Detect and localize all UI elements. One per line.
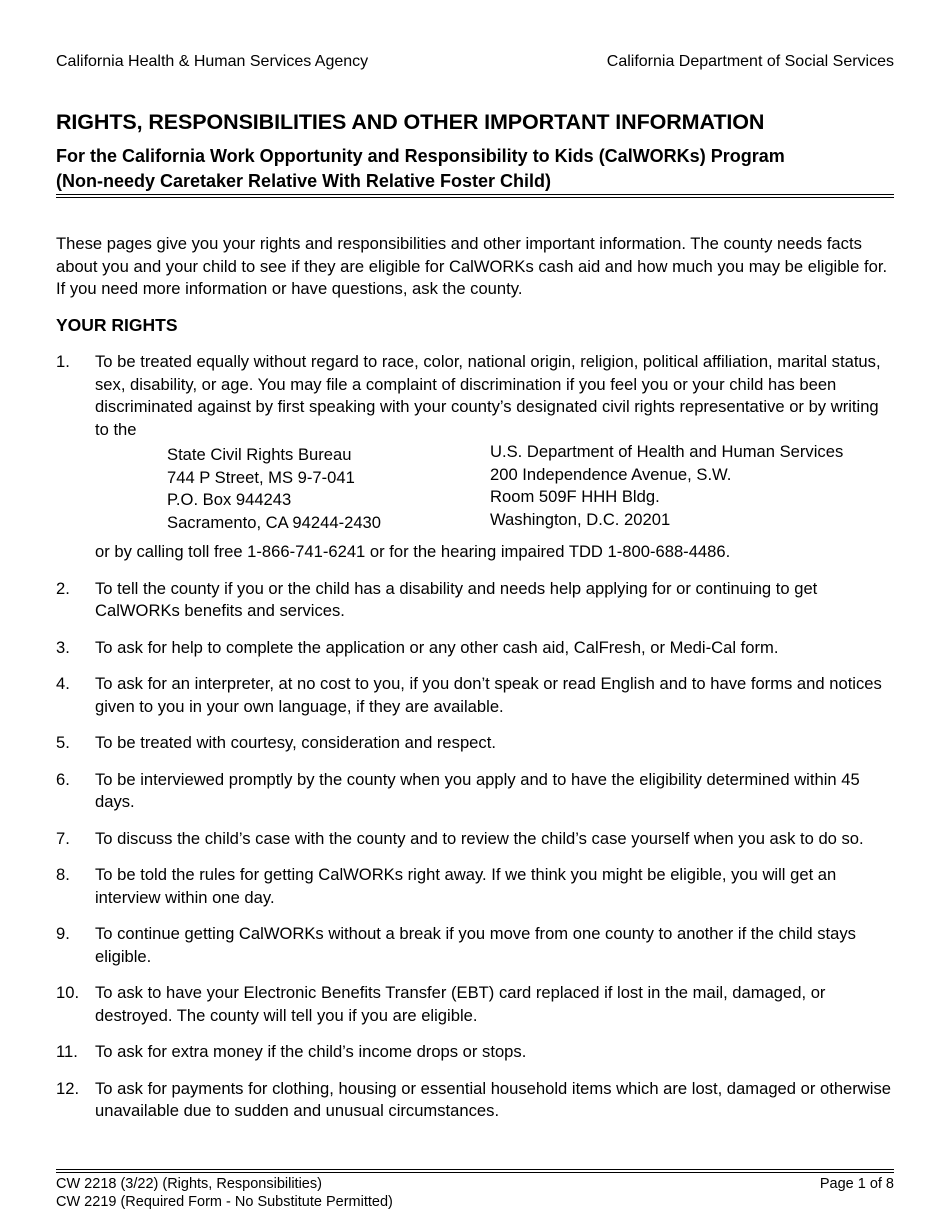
item-text: To continue getting CalWORKs without a break if you move from one county to another if the child stays eligible. — [95, 924, 856, 966]
rights-list — [56, 351, 896, 1137]
right-item-11 — [56, 1041, 896, 1064]
item-text: To tell the county if you or the child has a disability and needs help applying for or continuing to get CalWORKs benefits and services. — [95, 578, 818, 620]
right-item-8 — [56, 864, 896, 909]
address-line: 744 P Street, MS 9-7-041 — [167, 467, 355, 487]
item-number: 7. — [56, 828, 70, 848]
subtitle-line-2: (Non-needy Caretaker Relative With Relative Foster Child) — [56, 171, 551, 191]
state-address — [167, 444, 490, 534]
intro-paragraph: These pages give you your rights and responsibilities and other important information. The county needs facts about you and your child to see if they are eligible for CalWORKs cash aid and how much you may be eligible for. If you need more information or have questions, ask the county. — [56, 234, 888, 298]
footer-divider — [56, 1169, 894, 1173]
item-text: To ask for payments for clothing, housing or essential household items which are lost, damaged or otherwise unavailable due to sudden and unusual circumstances. — [95, 1078, 891, 1120]
document-title: RIGHTS, RESPONSIBILITIES AND OTHER IMPORTANT INFORMATION — [56, 110, 765, 134]
item-number: 9. — [56, 924, 70, 943]
subtitle-line-1: For the California Work Opportunity and Responsibility to Kids (CalWORKs) Program — [56, 146, 785, 166]
right-item-5 — [56, 732, 896, 755]
address-line: State Civil Rights Bureau — [167, 445, 352, 464]
item-number: 6. — [56, 769, 70, 789]
right-item-10 — [56, 982, 896, 1027]
address-line: U.S. Department of Health and Human Services — [490, 442, 844, 461]
item-text: To be told the rules for getting CalWORKs right away. If we think you might be eligible, you will get an interview within one day. — [95, 865, 837, 907]
address-line: Room 509F HHH Bldg. — [490, 487, 660, 506]
right-item-7 — [56, 828, 896, 851]
federal-address — [490, 441, 843, 531]
form-number-line-1: CW 2218 (3/22) (Rights, Responsibilities) — [56, 1176, 322, 1192]
form-number-line-2: CW 2219 (Required Form - No Substitute Permitted) — [56, 1193, 393, 1210]
title-divider — [56, 194, 894, 198]
item-text: To be treated equally without regard to race, color, national origin, religion, political affiliation, marital status, sex, disability, or age. You may file a complaint of discrimination if you feel you or your child has been discriminated against by first speaking with your county’s designated civil rights representative or by writing to the — [95, 352, 881, 439]
footer-row — [56, 1194, 894, 1212]
item-number: 4. — [56, 674, 70, 693]
item-number: 3. — [56, 637, 70, 657]
right-item-4 — [56, 673, 896, 718]
item-text: To be treated with courtesy, consideration and respect. — [95, 733, 496, 752]
item-number: 11. — [56, 1042, 78, 1061]
address-line: 200 Independence Avenue, S.W. — [490, 464, 732, 484]
item-text: To ask for an interpreter, at no cost to you, if you don’t speak or read English and to have forms and notices given to you in your own language, if they are available. — [95, 674, 882, 716]
item-number: 2. — [56, 578, 70, 598]
right-item-2 — [56, 578, 896, 623]
document-subtitle — [56, 144, 785, 194]
item-number: 8. — [56, 865, 70, 884]
page-footer — [56, 1176, 894, 1211]
right-item-1 — [56, 351, 896, 564]
page-number: Page 1 of 8 — [819, 1176, 894, 1192]
item-text: To discuss the child’s case with the county and to review the child’s case yourself when you ask to do so. — [95, 828, 864, 848]
item-body — [95, 351, 896, 564]
item-text: To be interviewed promptly by the county when you apply and to have the eligibility determined within 45 days. — [95, 769, 860, 811]
right-item-12 — [56, 1078, 896, 1123]
item-number: 10. — [56, 983, 80, 1002]
agency-name-right: California Department of Social Services — [606, 53, 894, 70]
item-number: 12. — [56, 1078, 80, 1098]
address-line: P.O. Box 944243 — [167, 490, 292, 509]
address-line: Washington, D.C. 20201 — [490, 509, 671, 529]
address-line: Sacramento, CA 94244-2430 — [167, 512, 382, 532]
right-item-3 — [56, 637, 896, 660]
agency-name-left: California Health & Human Services Agency — [56, 53, 369, 70]
agency-header — [56, 53, 894, 71]
item-text: To ask for extra money if the child’s income drops or stops. — [95, 1042, 527, 1061]
footer-row — [56, 1176, 894, 1194]
right-item-9 — [56, 923, 896, 968]
item-number: 5. — [56, 733, 70, 752]
item-number: 1. — [56, 352, 70, 371]
right-item-6 — [56, 769, 896, 814]
section-heading-your-rights: YOUR RIGHTS — [56, 315, 178, 335]
phone-text: or by calling toll free 1-866-741-6241 or for the hearing impaired TDD 1-800-688-4486. — [95, 542, 731, 561]
address-block — [167, 444, 896, 534]
item-text: To ask to have your Electronic Benefits Transfer (EBT) card replaced if lost in the mail, damaged, or destroyed. The county will tell you if you are eligible. — [95, 983, 826, 1025]
item-text: To ask for help to complete the application or any other cash aid, CalFresh, or Medi-Cal form. — [95, 637, 779, 657]
